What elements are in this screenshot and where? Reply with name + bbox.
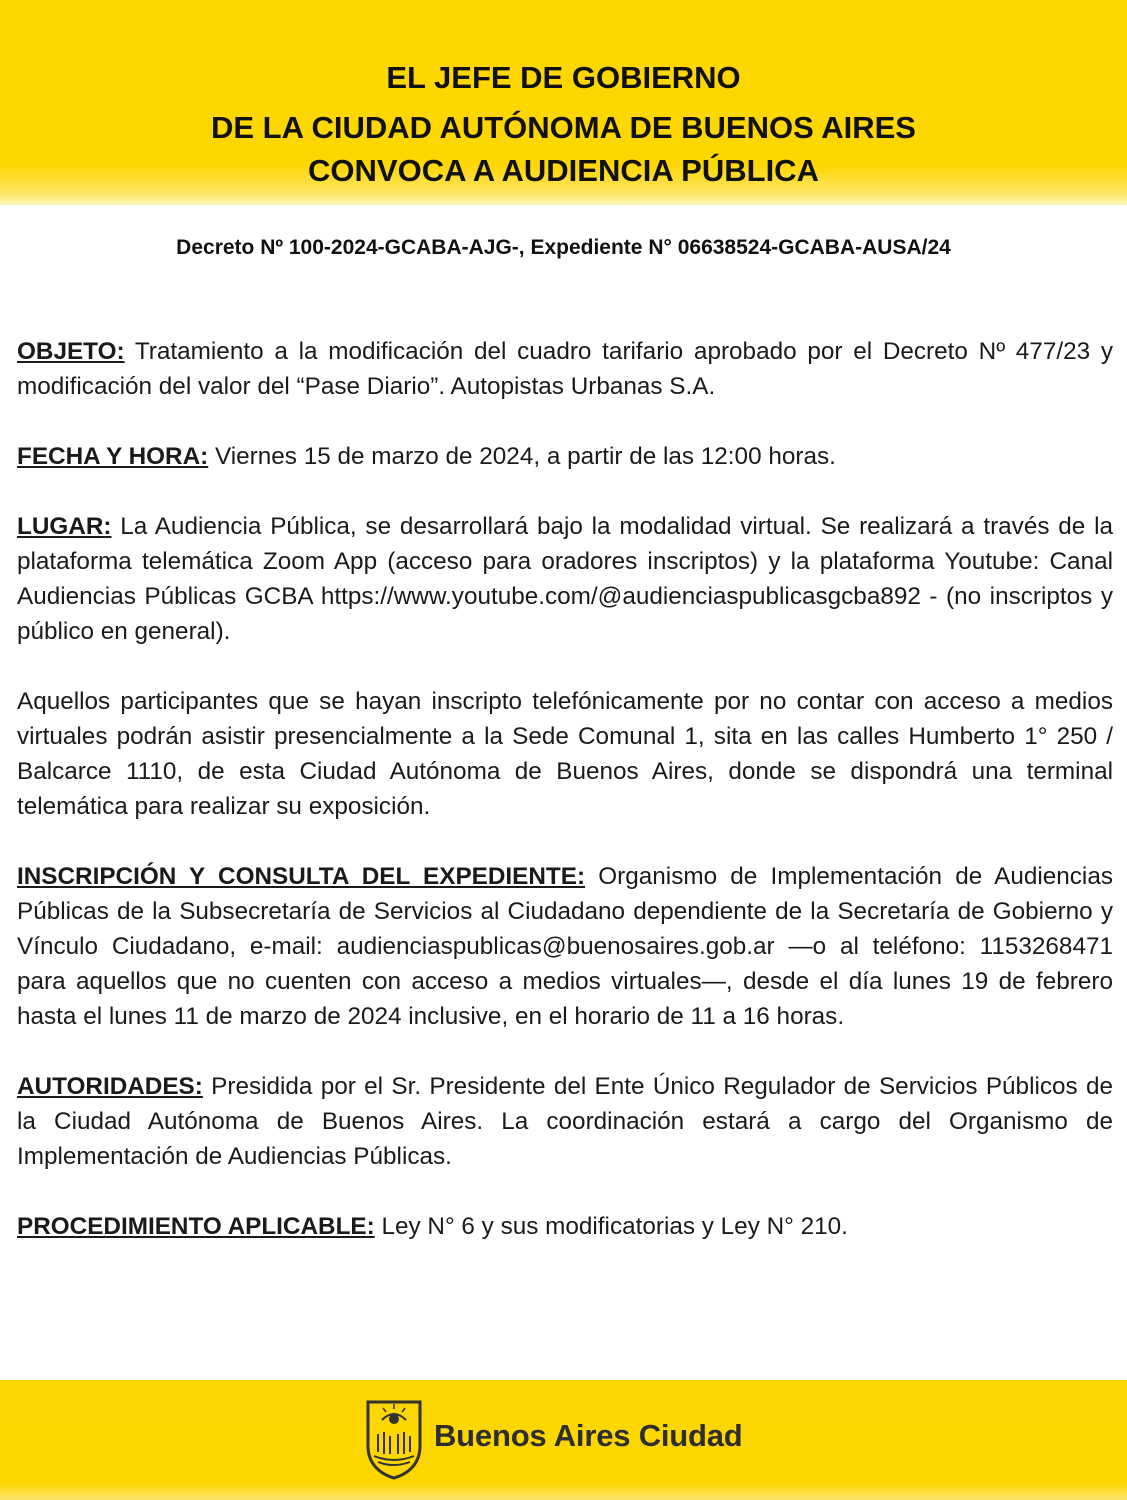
section-text: La Audiencia Pública, se desarrollará bajo la modalidad virtual. Se realizará a través de la plataforma telemática Zoom App (acceso para oradores inscriptos) y la plataforma Youtube: Canal Audiencias Públicas GCBA https://www.youtube.com/@audienciaspublicasgcba892 - (no inscriptos y público en general).: [17, 513, 1113, 645]
notice-body: [17, 334, 1113, 1279]
section-inscripcion: [17, 859, 1113, 1034]
section-label: LUGAR:: [17, 513, 112, 540]
footer-banner: [0, 1380, 1127, 1500]
section-label: AUTORIDADES:: [17, 1073, 203, 1100]
section-text: Aquellos participantes que se hayan inscripto telefónicamente por no contar con acceso a medios virtuales podrán asistir presencialmente a la Sede Comunal 1, sita en las calles Humberto 1° 250 / Balcarce 1110, de esta Ciudad Autónoma de Buenos Aires, donde se dispondrá una terminal telemática para realizar su exposición.: [17, 688, 1113, 820]
section-label: FECHA Y HORA:: [17, 443, 209, 470]
section-lugar: [17, 509, 1113, 649]
header-title-line1: EL JEFE DE GOBIERNO: [386, 60, 741, 95]
section-label: PROCEDIMIENTO APLICABLE:: [17, 1213, 375, 1240]
decree-reference: Decreto Nº 100-2024-GCABA-AJG-, Expediente N° 06638524-GCABA-AUSA/24: [176, 236, 951, 259]
section-text: Ley N° 6 y sus modificatorias y Ley N° 210.: [374, 1213, 848, 1240]
section-text: Organismo de Implementación de Audiencias Públicas de la Subsecretaría de Servicios al Ciudadano dependiente de la Secretaría de Gobierno y Vínculo Ciudadano, e-mail: audienciaspublicas@buenosaires.gob.ar —o al teléfono: 1153268471 para aquellos que no cuenten con acceso a medios virtuales—, desde el día lunes 19 de febrero hasta el lunes 11 de marzo de 2024 inclusive, en el horario de 11 a 16 horas.: [17, 863, 1113, 1030]
section-autoridades: [17, 1069, 1113, 1174]
header-title-line3: CONVOCA A AUDIENCIA PÚBLICA: [308, 153, 819, 188]
brand-name: Buenos Aires Ciudad: [434, 1418, 743, 1453]
header-title-line2: DE LA CIUDAD AUTÓNOMA DE BUENOS AIRES: [211, 110, 916, 145]
section-text: Tratamiento a la modificación del cuadro tarifario aprobado por el Decreto Nº 477/23 y modificación del valor del “Pase Diario”. Autopistas Urbanas S.A.: [17, 338, 1113, 400]
section-procedimiento: [17, 1209, 1113, 1244]
section-label: OBJETO:: [17, 338, 125, 365]
section-text: Viernes 15 de marzo de 2024, a partir de las 12:00 horas.: [208, 443, 836, 470]
section-label: INSCRIPCIÓN Y CONSULTA DEL EXPEDIENTE:: [17, 863, 586, 890]
header-banner: [0, 0, 1127, 205]
section-participantes: [17, 684, 1113, 824]
section-objeto: [17, 334, 1113, 404]
section-fecha-hora: [17, 439, 1113, 474]
section-text: Presidida por el Sr. Presidente del Ente Único Regulador de Servicios Públicos de la Ciudad Autónoma de Buenos Aires. La coordinación estará a cargo del Organismo de Implementación de Audiencias Públicas.: [17, 1073, 1113, 1170]
city-coat-of-arms-icon: [364, 1398, 424, 1480]
